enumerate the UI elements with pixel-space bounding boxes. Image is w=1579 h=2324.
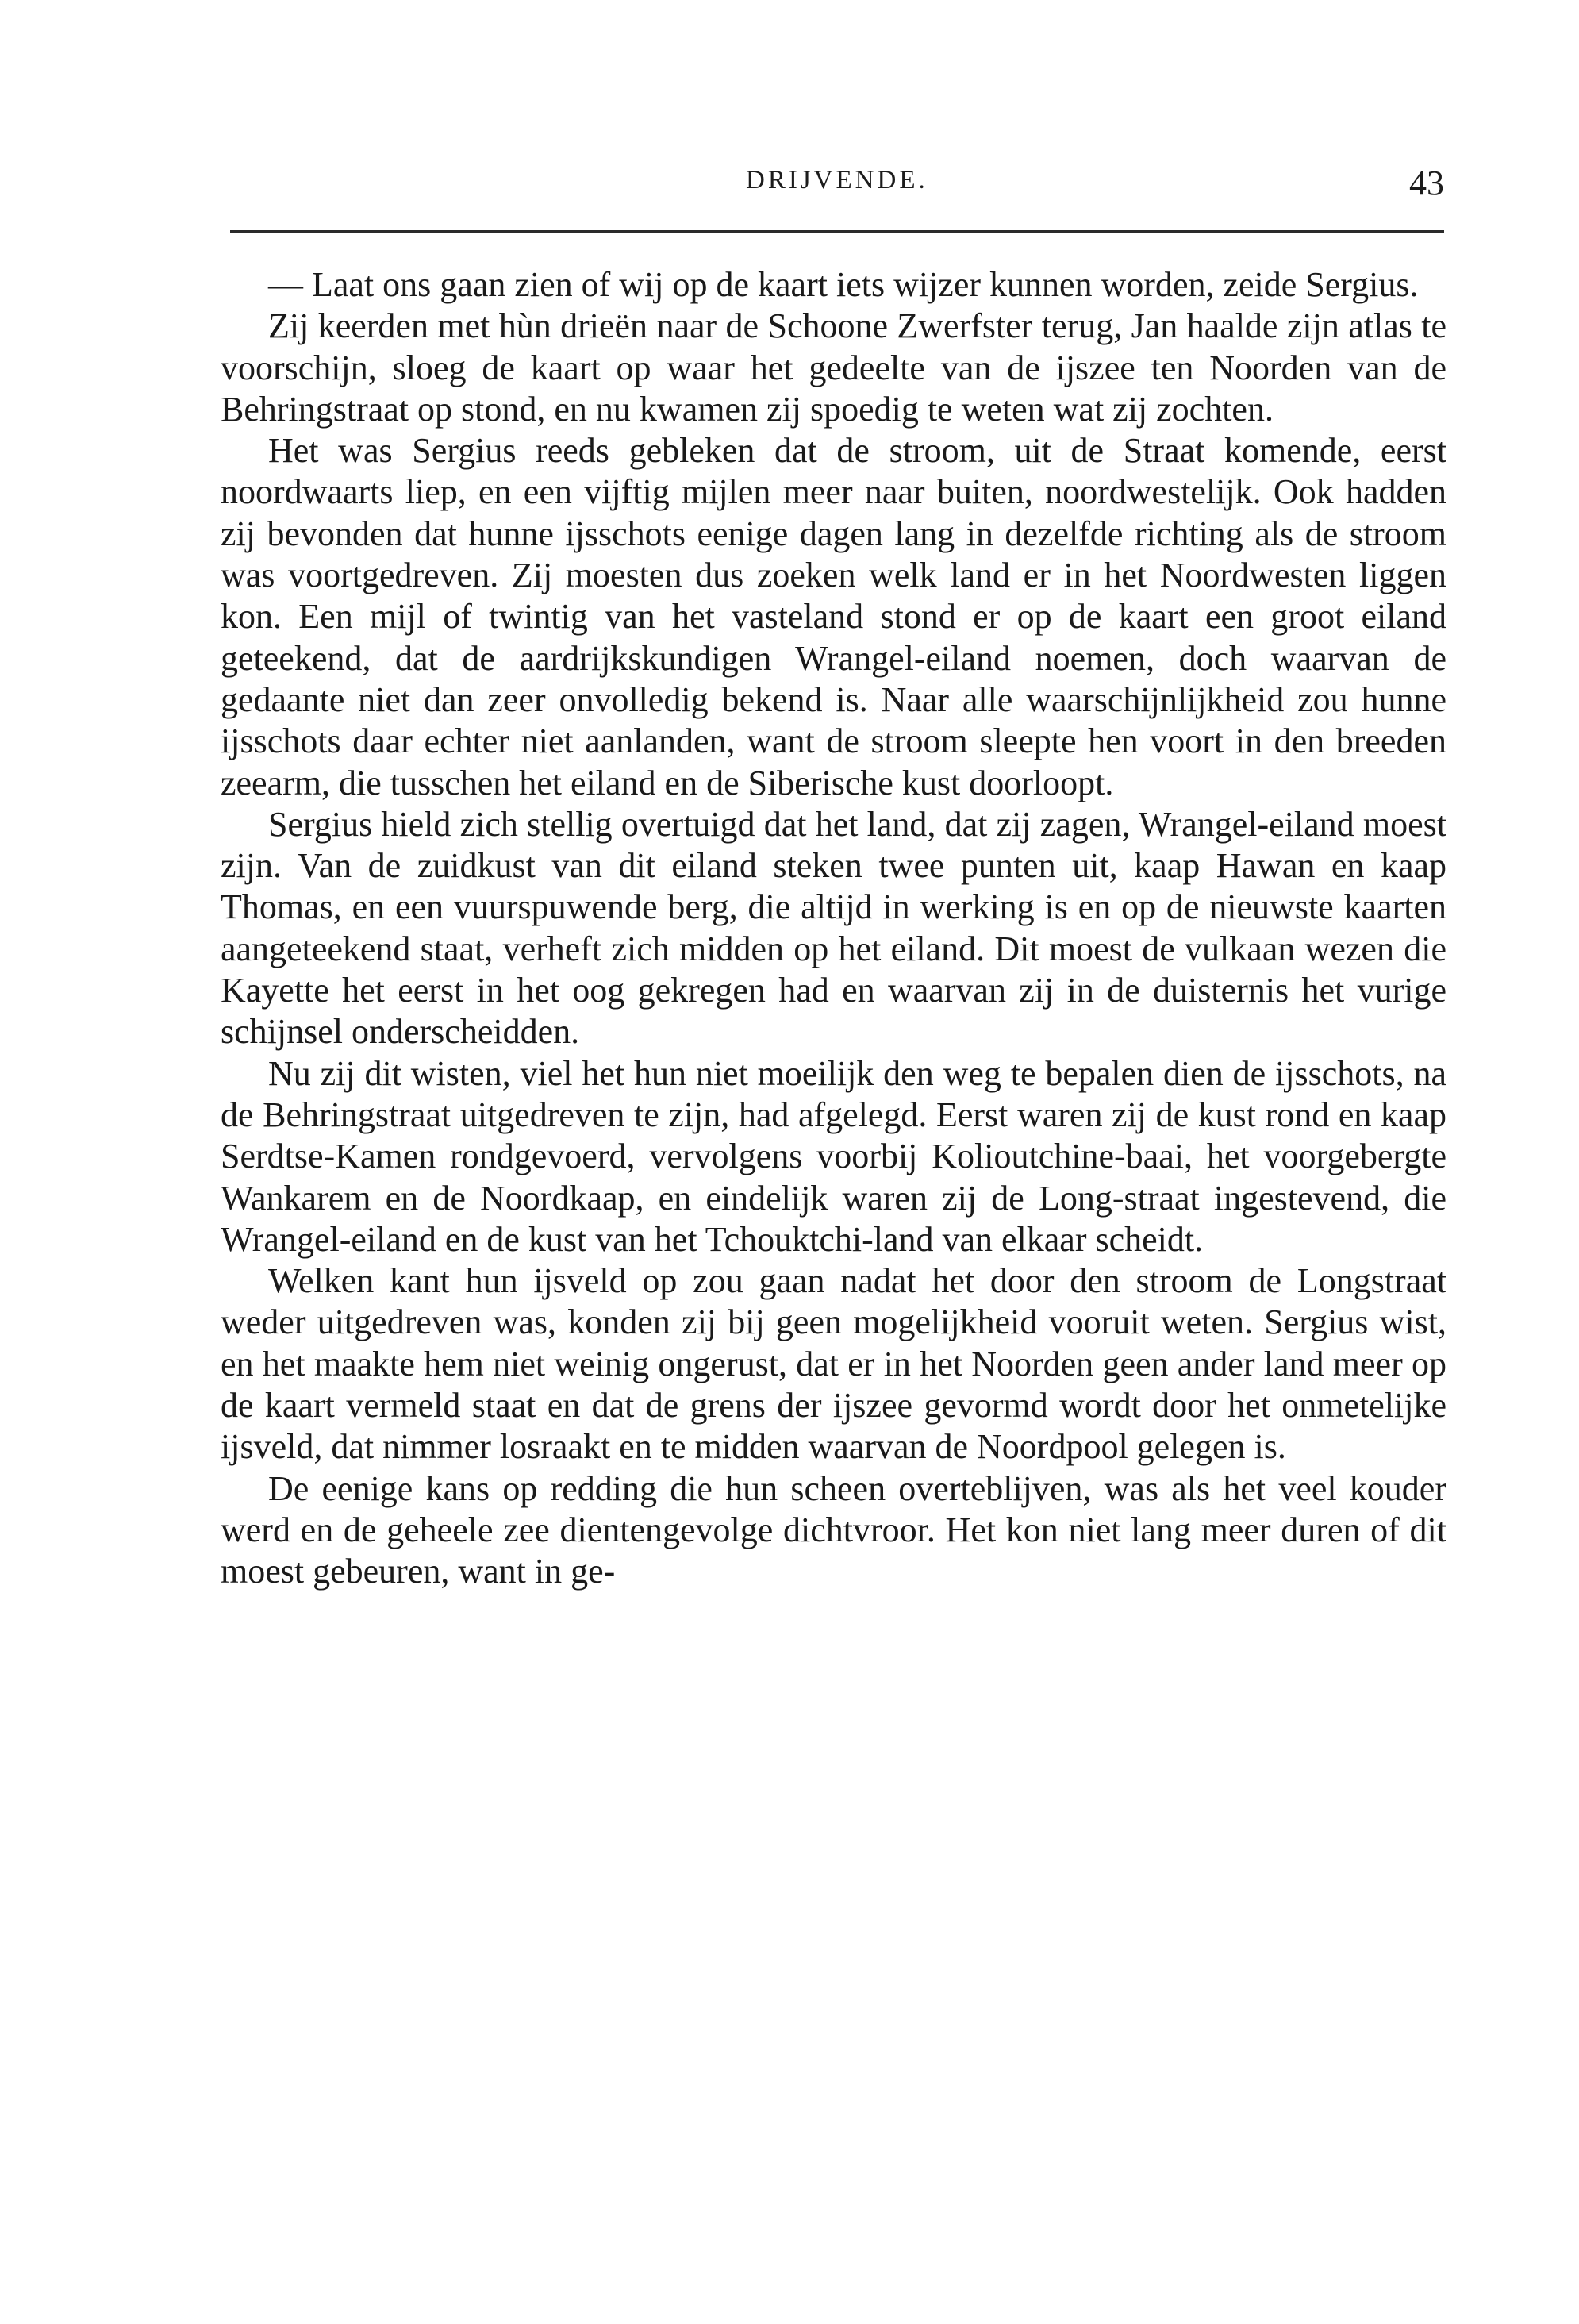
paragraph: Het was Sergius reeds gebleken dat de stroom, uit de Straat komende, eerst noordwaarts liep, en een vijftig mijlen meer naar buiten, noordwestelijk. Ook hadden zij bevonden dat hunne ijsschots eenige dagen lang in dezelfde richting als de stroom was voortgedreven. Zij moesten dus zoeken welk land er in het Noordwesten liggen kon. Een mijl of twintig van het vasteland stond er op de kaart een groot eiland geteekend, dat de aardrijkskundigen Wrangel-eiland noemen, doch waarvan de gedaante niet dan zeer onvolledig bekend is. Naar alle waarschijnlijkheid zou hunne ijsschots daar echter niet aanlanden, want de stroom sleepte hen voort in den breeden zeearm, die tusschen het eiland en de Siberische kust doorloopt. <box>221 431 1446 802</box>
paragraph: — Laat ons gaan zien of wij op de kaart iets wijzer kunnen worden, zeide Sergius. <box>268 265 1419 304</box>
paragraph: Nu zij dit wisten, viel het hun niet moeilijk den weg te bepalen dien de ijsschots, na de Behringstraat uitgedreven te zijn, had afgelegd. Eerst waren zij de kust rond en kaap Serdtse-Kamen rondgevoerd, vervolgens voorbij Kolioutchine-baai, het voorgebergte Wankarem en de Noordkaap, en eindelijk waren zij de Long-straat ingestevend, die Wrangel-eiland en de kust van het Tchouktchi-land van elkaar scheidt. <box>221 1053 1446 1259</box>
paragraph: Sergius hield zich stellig overtuigd dat het land, dat zij zagen, Wrangel-eiland moest zijn. Van de zuidkust van dit eiland steken twee punten uit, kaap Hawan en kaap Thomas, en een vuurspuwende berg, die altijd in werking is en op de nieuwste kaarten aangeteekend staat, verheft zich midden op het eiland. Dit moest de vulkaan wezen die Kayette het eerst in het oog gekregen had en waarvan zij in de duisternis het vurige schijnsel onderscheidden. <box>221 804 1446 1052</box>
body-text <box>221 264 1446 1593</box>
page-number: 43 <box>1409 164 1444 202</box>
running-title: DRIJVENDE. <box>746 166 928 194</box>
header-rule <box>230 230 1444 233</box>
paragraph: Zij keerden met hùn drieën naar de Schoone Zwerfster terug, Jan haalde zijn atlas te voorschijn, sloeg de kaart op waar het gedeelte van de ijszee ten Noorden van de Behringstraat op stond, en nu kwamen zij spoedig te weten wat zij zochten. <box>221 306 1446 429</box>
paragraph: Welken kant hun ijsveld op zou gaan nadat het door den stroom de Longstraat weder uitgedreven was, konden zij bij geen mogelijkheid vooruit weten. Sergius wist, en het maakte hem niet weinig ongerust, dat er in het Noorden geen ander land meer op de kaart vermeld staat en dat de grens der ijszee gevormd wordt door het onmetelijke ijsveld, dat nimmer losraakt en te midden waarvan de Noordpool gelegen is. <box>221 1261 1446 1467</box>
running-head <box>230 163 1444 218</box>
paragraph: De eenige kans op redding die hun scheen overteblijven, was als het veel kouder werd en de geheele zee dientengevolge dichtvroor. Het kon niet lang meer duren of dit moest gebeuren, want in ge- <box>221 1468 1446 1591</box>
